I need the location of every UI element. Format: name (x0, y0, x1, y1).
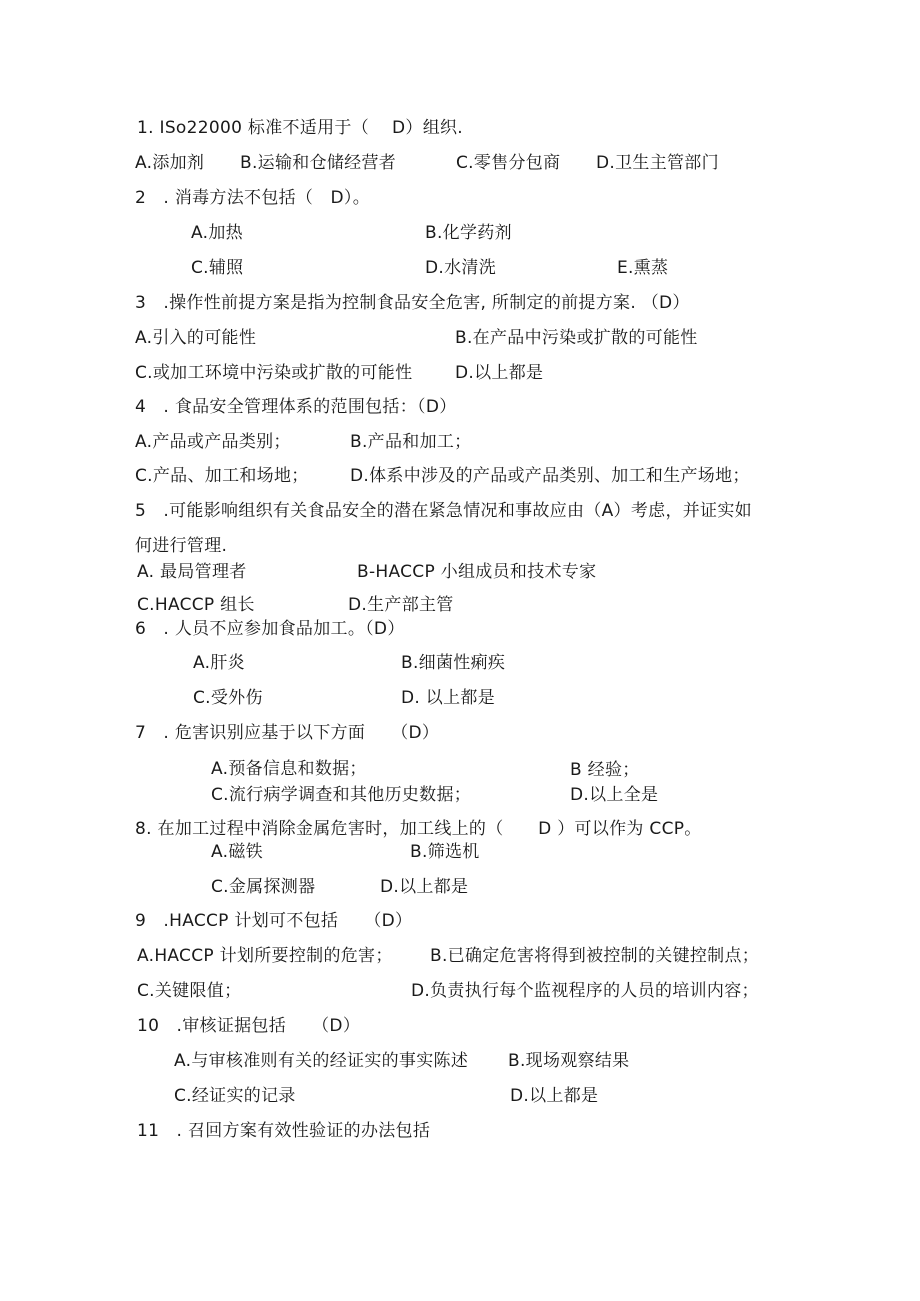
question-2-stem: 2 . 消毒方法不包括（ D）。 (135, 188, 371, 208)
question-7-option-d: D.以上全是 (570, 785, 659, 805)
question-2-option-d: D.水清洗 (425, 258, 496, 278)
question-7-option-a: A.预备信息和数据； (211, 759, 367, 779)
question-6-option-d: D. 以上都是 (401, 688, 495, 708)
question-4-option-a: A.产品或产品类别； (135, 432, 291, 452)
question-4-option-b: B.产品和加工； (350, 432, 472, 452)
question-7-option-b: B 经验； (570, 760, 640, 780)
question-9-stem: 9 .HACCP 计划可不包括 （D） (135, 911, 413, 931)
question-9-option-a: A.HACCP 计划所要控制的危害； (137, 946, 393, 966)
question-1-option-d: D.卫生主管部门 (596, 153, 719, 173)
question-6-stem: 6 . 人员不应参加食品加工。（D） (135, 619, 405, 639)
question-1-option-c: C.零售分包商 (456, 153, 561, 173)
question-10-option-b: B.现场观察结果 (508, 1051, 630, 1071)
question-2-option-e: E.熏蒸 (617, 258, 669, 278)
question-3-option-d: D.以上都是 (455, 363, 544, 383)
question-8-stem: 8. 在加工过程中消除金属危害时，加工线上的（ D ）可以作为 CCP。 (135, 819, 702, 839)
question-1-stem: 1. ISo22000 标准不适用于（ D）组织. (137, 118, 464, 138)
question-1-option-a: A.添加剂 (135, 153, 205, 173)
question-5-stem-continued: 何进行管理. (135, 536, 228, 556)
question-7-stem: 7 . 危害识别应基于以下方面 （D） (135, 723, 440, 743)
question-4-option-d: D.体系中涉及的产品或产品类别、加工和生产场地； (350, 466, 750, 486)
question-9-option-c: C.关键限值； (137, 981, 242, 1001)
question-2-option-c: C.辅照 (191, 258, 244, 278)
question-3-option-a: A.引入的可能性 (135, 328, 257, 348)
question-8-option-a: A.磁铁 (211, 842, 263, 862)
question-8-option-b: B.筛选机 (410, 842, 480, 862)
question-5-option-b: B-HACCP 小组成员和技术专家 (357, 562, 597, 582)
question-9-option-b: B.已确定危害将得到被控制的关键控制点； (430, 946, 760, 966)
question-8-option-d: D.以上都是 (380, 877, 469, 897)
question-10-option-d: D.以上都是 (510, 1086, 599, 1106)
question-10-option-a: A.与审核准则有关的经证实的事实陈述 (174, 1051, 469, 1071)
question-11-stem: 11 . 召回方案有效性验证的办法包括 (137, 1121, 431, 1141)
question-4-stem: 4 . 食品安全管理体系的范围包括：（D） (135, 397, 457, 417)
question-3-option-c: C.或加工环境中污染或扩散的可能性 (135, 363, 413, 383)
question-1-option-b: B.运输和仓储经营者 (240, 153, 397, 173)
question-5-stem: 5 .可能影响组织有关食品安全的潜在紧急情况和事故应由（A）考虑，并证实如 (135, 501, 752, 521)
question-5-option-a: A. 最局管理者 (137, 562, 247, 582)
question-6-option-a: A.肝炎 (193, 653, 245, 673)
question-3-option-b: B.在产品中污染或扩散的可能性 (455, 328, 698, 348)
question-3-stem: 3 .操作性前提方案是指为控制食品安全危害, 所制定的前提方案. （D） (135, 293, 690, 313)
question-10-option-c: C.经证实的记录 (174, 1086, 296, 1106)
question-2-option-a: A.加热 (191, 223, 243, 243)
question-2-option-b: B.化学药剂 (425, 223, 512, 243)
question-7-option-c: C.流行病学调查和其他历史数据； (211, 785, 472, 805)
question-10-stem: 10 .审核证据包括 （D） (137, 1016, 361, 1036)
question-5-option-c: C.HACCP 组长 (137, 595, 255, 615)
question-8-option-c: C.金属探测器 (211, 877, 316, 897)
question-6-option-c: C.受外伤 (193, 688, 263, 708)
question-4-option-c: C.产品、加工和场地； (135, 466, 309, 486)
question-5-option-d: D.生产部主管 (348, 595, 454, 615)
question-6-option-b: B.细菌性痢疾 (401, 653, 506, 673)
question-9-option-d: D.负责执行每个监视程序的人员的培训内容； (411, 981, 759, 1001)
